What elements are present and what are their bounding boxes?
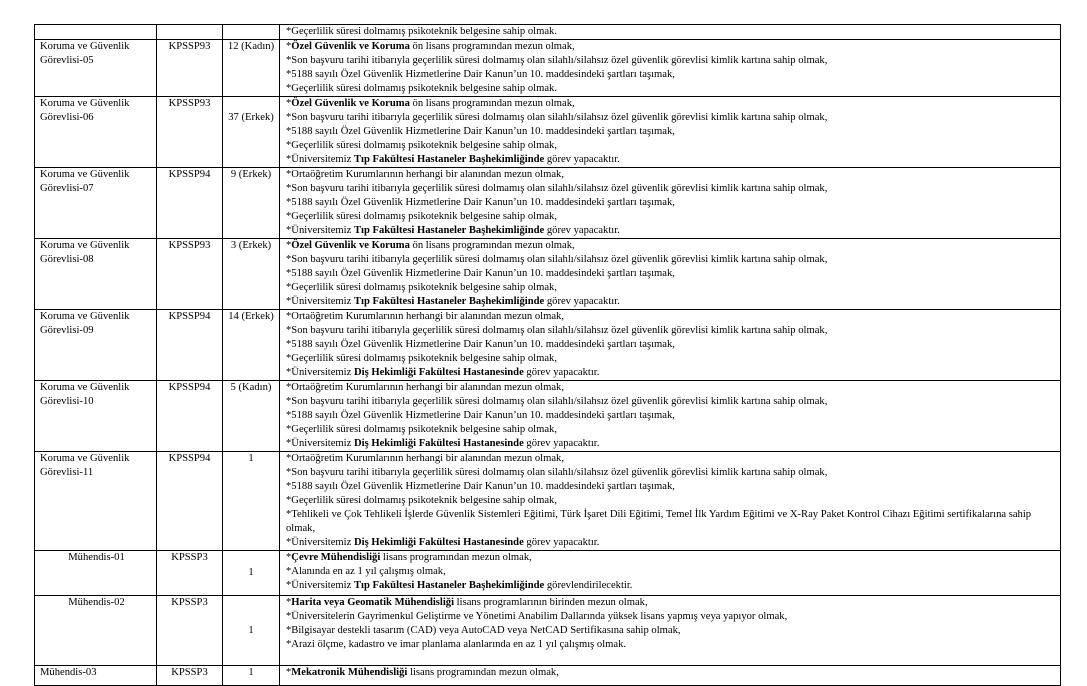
requirement-text: *	[286, 667, 292, 678]
requirement-text: *	[286, 597, 292, 608]
table-row	[35, 551, 1061, 596]
requirement-text: görev yapacaktır.	[523, 537, 600, 548]
requirement-text: *Ortaöğretim Kurumlarının herhangi bir alanından mezun olmak,	[286, 382, 565, 393]
requirement-text: *Üniversitemiz	[286, 154, 354, 165]
kpss-code-cell: KPSSP93	[157, 97, 223, 168]
requirements-cell	[280, 239, 1061, 310]
table-row	[35, 452, 1061, 551]
requirement-text: *5188 sayılı Özel Güvenlik Hizmetlerine Dair Kanun’un 10. maddesindeki şartları taşımak,	[286, 126, 675, 137]
requirement-text: lisans programından mezun olmak,	[380, 552, 532, 563]
requirement-text: lisans programından mezun olmak,	[407, 667, 559, 678]
requirement-text: *Üniversitemiz	[286, 367, 354, 378]
kpss-code-cell: KPSSP94	[157, 381, 223, 452]
requirements-cell	[280, 381, 1061, 452]
requirement-text: *Son başvuru tarihi itibarıyla geçerlilik süresi dolmamış olan silahlı/silahsız özel güvenlik görevlisi kimlik kartına sahip olmak,	[286, 183, 828, 194]
bold-text: Tıp Fakültesi Hastaneler Başhekimliğinde	[353, 296, 545, 307]
requirement-text: *	[286, 41, 292, 52]
requirement-line	[286, 239, 1057, 253]
requirement-line	[286, 508, 1057, 536]
requirement-line	[286, 352, 1057, 366]
requirement-text: görev yapacaktır.	[523, 438, 600, 449]
requirement-line	[286, 210, 1057, 224]
requirement-line	[286, 551, 1057, 565]
count-cell: 1	[223, 452, 280, 551]
requirement-line	[286, 125, 1057, 139]
requirements-cell	[280, 168, 1061, 239]
count-cell	[223, 25, 280, 40]
requirements-cell	[280, 452, 1061, 551]
requirement-line	[286, 409, 1057, 423]
requirement-line	[286, 480, 1057, 494]
kpss-code-cell: KPSSP94	[157, 452, 223, 551]
requirement-line	[286, 25, 1057, 39]
requirement-text: *Son başvuru tarihi itibarıyla geçerlilik süresi dolmamış olan silahlı/silahsız özel güvenlik görevlisi kimlik kartına sahip olmak,	[286, 325, 828, 336]
table-row	[35, 310, 1061, 381]
requirement-text: *5188 sayılı Özel Güvenlik Hizmetlerine Dair Kanun’un 10. maddesindeki şartları taşımak,	[286, 69, 675, 80]
requirement-text: *Üniversitelerin Gayrimenkul Geliştirme ve Yönetimi Anabilim Dallarında yüksek lisans yapmış veya yapıyor olmak,	[286, 611, 788, 622]
requirement-text: *Geçerlilik süresi dolmamış psikoteknik belgesine sahip olmak.	[286, 83, 557, 94]
requirement-line	[286, 381, 1057, 395]
requirement-text: *Üniversitemiz	[286, 580, 354, 591]
requirements-cell	[280, 551, 1061, 596]
requirements-cell	[280, 666, 1061, 686]
requirement-text: *Alanında en az 1 yıl çalışmış olmak,	[286, 566, 446, 577]
requirement-line	[286, 267, 1057, 281]
requirement-text: *Ortaöğretim Kurumlarının herhangi bir alanından mezun olmak,	[286, 169, 565, 180]
table-row	[35, 239, 1061, 310]
table-row	[35, 40, 1061, 97]
requirement-text: *Son başvuru tarihi itibarıyla geçerlilik süresi dolmamış olan silahlı/silahsız özel güvenlik görevlisi kimlik kartına sahip olmak,	[286, 254, 828, 265]
requirement-text: *5188 sayılı Özel Güvenlik Hizmetlerine Dair Kanun’un 10. maddesindeki şartları taşımak,	[286, 410, 675, 421]
bold-text: Özel Güvenlik ve Koruma	[291, 41, 410, 52]
position-cell: Mühendis-01	[35, 551, 157, 596]
kpss-code-cell: KPSSP3	[157, 551, 223, 596]
count-cell: 3 (Erkek)	[223, 239, 280, 310]
requirement-text: *Bilgisayar destekli tasarım (CAD) veya AutoCAD veya NetCAD Sertifikasına sahip olmak,	[286, 625, 681, 636]
position-cell: Koruma ve Güvenlik Görevlisi-09	[35, 310, 157, 381]
requirement-text: ön lisans programından mezun olmak,	[409, 240, 575, 251]
requirement-line	[286, 494, 1057, 508]
requirement-line	[286, 54, 1057, 68]
requirement-text: *Geçerlilik süresi dolmamış psikoteknik belgesine sahip olmak.	[286, 26, 557, 37]
requirement-text: *Üniversitemiz	[286, 296, 354, 307]
requirement-line	[286, 253, 1057, 267]
table-row	[35, 596, 1061, 666]
count-cell: 1	[223, 666, 280, 686]
requirement-line	[286, 596, 1057, 610]
requirement-line	[286, 565, 1057, 579]
requirements-cell	[280, 596, 1061, 666]
count-cell: 9 (Erkek)	[223, 168, 280, 239]
bold-text: Diş Hekimliği Fakültesi Hastanesinde	[353, 537, 524, 548]
requirement-text: *Son başvuru tarihi itibarıyla geçerlilik süresi dolmamış olan silahlı/silahsız özel güvenlik görevlisi kimlik kartına sahip olmak,	[286, 112, 828, 123]
requirement-text: *Geçerlilik süresi dolmamış psikoteknik belgesine sahip olmak,	[286, 424, 557, 435]
requirement-line	[286, 224, 1057, 238]
position-cell	[35, 25, 157, 40]
bold-text: Özel Güvenlik ve Koruma	[291, 98, 410, 109]
requirement-line	[286, 395, 1057, 409]
requirements-cell	[280, 310, 1061, 381]
requirement-line	[286, 111, 1057, 125]
requirement-line	[286, 281, 1057, 295]
kpss-code-cell: KPSSP93	[157, 239, 223, 310]
kpss-code-cell: KPSSP94	[157, 168, 223, 239]
bold-text: Mekatronik Mühendisliği	[291, 667, 408, 678]
requirement-text: *Tehlikeli ve Çok Tehlikeli İşlerde Güvenlik Sistemleri Eğitimi, Türk İşaret Dili Eğitimi, Temel İlk Yardım Eğitimi ve X-Ray Paket Kontrol Cihazı Eğitimi sertifikalarına sahip olmak,	[286, 509, 1034, 534]
requirement-line	[286, 168, 1057, 182]
requirement-line	[286, 153, 1057, 167]
requirement-text: *5188 sayılı Özel Güvenlik Hizmetlerine Dair Kanun’un 10. maddesindeki şartları taşımak,	[286, 481, 675, 492]
bold-text: Çevre Mühendisliği	[291, 552, 381, 563]
requirement-text: görev yapacaktır.	[544, 154, 620, 165]
requirement-text: ön lisans programından mezun olmak,	[409, 41, 575, 52]
bold-text: Harita veya Geomatik Mühendisliği	[291, 597, 455, 608]
requirement-text: *Ortaöğretim Kurumlarının herhangi bir alanından mezun olmak,	[286, 453, 565, 464]
requirement-line	[286, 310, 1057, 324]
count-cell: 37 (Erkek)	[223, 97, 280, 168]
bold-text: Tıp Fakültesi Hastaneler Başhekimliğinde	[353, 154, 545, 165]
bold-text: Özel Güvenlik ve Koruma	[291, 240, 410, 251]
requirement-line	[286, 40, 1057, 54]
position-cell: Koruma ve Güvenlik Görevlisi-05	[35, 40, 157, 97]
requirement-line	[286, 536, 1057, 550]
kpss-code-cell: KPSSP93	[157, 40, 223, 97]
requirement-text: ön lisans programından mezun olmak,	[409, 98, 575, 109]
requirement-text: *	[286, 240, 292, 251]
requirement-line	[286, 182, 1057, 196]
table-row	[35, 97, 1061, 168]
count-cell: 5 (Kadın)	[223, 381, 280, 452]
requirement-line	[286, 196, 1057, 210]
bold-text: Tıp Fakültesi Hastaneler Başhekimliğinde	[353, 580, 545, 591]
count-cell: 14 (Erkek)	[223, 310, 280, 381]
requirement-line	[286, 324, 1057, 338]
requirements-cell	[280, 25, 1061, 40]
requirement-text: görev yapacaktır.	[523, 367, 600, 378]
requirement-text: *Geçerlilik süresi dolmamış psikoteknik belgesine sahip olmak,	[286, 140, 557, 151]
kpss-code-cell	[157, 25, 223, 40]
requirement-text: *	[286, 552, 292, 563]
table-row	[35, 381, 1061, 452]
requirement-text: *5188 sayılı Özel Güvenlik Hizmetlerine Dair Kanun’un 10. maddesindeki şartları taşımak,	[286, 339, 675, 350]
requirement-text: *Ortaöğretim Kurumlarının herhangi bir alanından mezun olmak,	[286, 311, 565, 322]
requirement-line	[286, 452, 1057, 466]
bold-text: Diş Hekimliği Fakültesi Hastanesinde	[353, 438, 524, 449]
requirement-text: *	[286, 98, 292, 109]
kpss-code-cell: KPSSP3	[157, 596, 223, 666]
position-cell: Mühendis-03	[35, 666, 157, 686]
requirements-cell	[280, 40, 1061, 97]
requirement-text: *Üniversitemiz	[286, 537, 354, 548]
requirement-text: *Son başvuru tarihi itibarıyla geçerlilik süresi dolmamış olan silahlı/silahsız özel güvenlik görevlisi kimlik kartına sahip olmak,	[286, 467, 828, 478]
requirement-text: *Üniversitemiz	[286, 438, 354, 449]
position-cell: Koruma ve Güvenlik Görevlisi-06	[35, 97, 157, 168]
requirement-text: lisans programlarının birinden mezun olmak,	[454, 597, 648, 608]
requirement-line	[286, 139, 1057, 153]
requirement-line	[286, 466, 1057, 480]
bold-text: Diş Hekimliği Fakültesi Hastanesinde	[353, 367, 524, 378]
requirement-text: görev yapacaktır.	[544, 225, 620, 236]
table-row	[35, 25, 1061, 40]
requirement-line	[286, 624, 1057, 638]
bold-text: Tıp Fakültesi Hastaneler Başhekimliğinde	[353, 225, 545, 236]
requirement-text: görev yapacaktır.	[544, 296, 620, 307]
requirement-line	[286, 82, 1057, 96]
requirement-text: *Son başvuru tarihi itibarıyla geçerlilik süresi dolmamış olan silahlı/silahsız özel güvenlik görevlisi kimlik kartına sahip olmak,	[286, 396, 828, 407]
requirement-text: *Arazi ölçme, kadastro ve imar planlama alanlarında en az 1 yıl çalışmış olmak.	[286, 639, 627, 650]
requirement-line	[286, 338, 1057, 352]
position-cell: Koruma ve Güvenlik Görevlisi-11	[35, 452, 157, 551]
count-cell: 1	[223, 551, 280, 596]
requirement-line	[286, 638, 1057, 652]
requirements-cell	[280, 97, 1061, 168]
position-cell: Mühendis-02	[35, 596, 157, 666]
table-row	[35, 666, 1061, 686]
position-cell: Koruma ve Güvenlik Görevlisi-08	[35, 239, 157, 310]
kpss-code-cell: KPSSP3	[157, 666, 223, 686]
count-cell: 12 (Kadın)	[223, 40, 280, 97]
requirement-line	[286, 97, 1057, 111]
table-row	[35, 168, 1061, 239]
requirement-line	[286, 423, 1057, 437]
requirement-line	[286, 610, 1057, 624]
requirement-text: *Geçerlilik süresi dolmamış psikoteknik belgesine sahip olmak,	[286, 211, 557, 222]
requirement-text: *5188 sayılı Özel Güvenlik Hizmetlerine Dair Kanun’un 10. maddesindeki şartları taşımak,	[286, 268, 675, 279]
requirement-text: *Geçerlilik süresi dolmamış psikoteknik belgesine sahip olmak,	[286, 282, 557, 293]
requirement-line	[286, 366, 1057, 380]
requirement-line	[286, 437, 1057, 451]
position-cell: Koruma ve Güvenlik Görevlisi-07	[35, 168, 157, 239]
requirement-text: *5188 sayılı Özel Güvenlik Hizmetlerine Dair Kanun’un 10. maddesindeki şartları taşımak,	[286, 197, 675, 208]
requirement-text: *Geçerlilik süresi dolmamış psikoteknik belgesine sahip olmak,	[286, 495, 557, 506]
count-cell: 1	[223, 596, 280, 666]
requirement-text: *Üniversitemiz	[286, 225, 354, 236]
requirement-line	[286, 295, 1057, 309]
requirement-line	[286, 579, 1057, 593]
requirement-text: görevlendirilecektir.	[544, 580, 633, 591]
requirement-text: *Geçerlilik süresi dolmamış psikoteknik belgesine sahip olmak,	[286, 353, 557, 364]
requirement-text: *Son başvuru tarihi itibarıyla geçerlilik süresi dolmamış olan silahlı/silahsız özel güvenlik görevlisi kimlik kartına sahip olmak,	[286, 55, 828, 66]
requirements-table-body	[35, 25, 1061, 686]
position-cell: Koruma ve Güvenlik Görevlisi-10	[35, 381, 157, 452]
requirement-line	[286, 666, 1057, 680]
requirement-line	[286, 68, 1057, 82]
requirements-table	[34, 24, 1061, 686]
kpss-code-cell: KPSSP94	[157, 310, 223, 381]
